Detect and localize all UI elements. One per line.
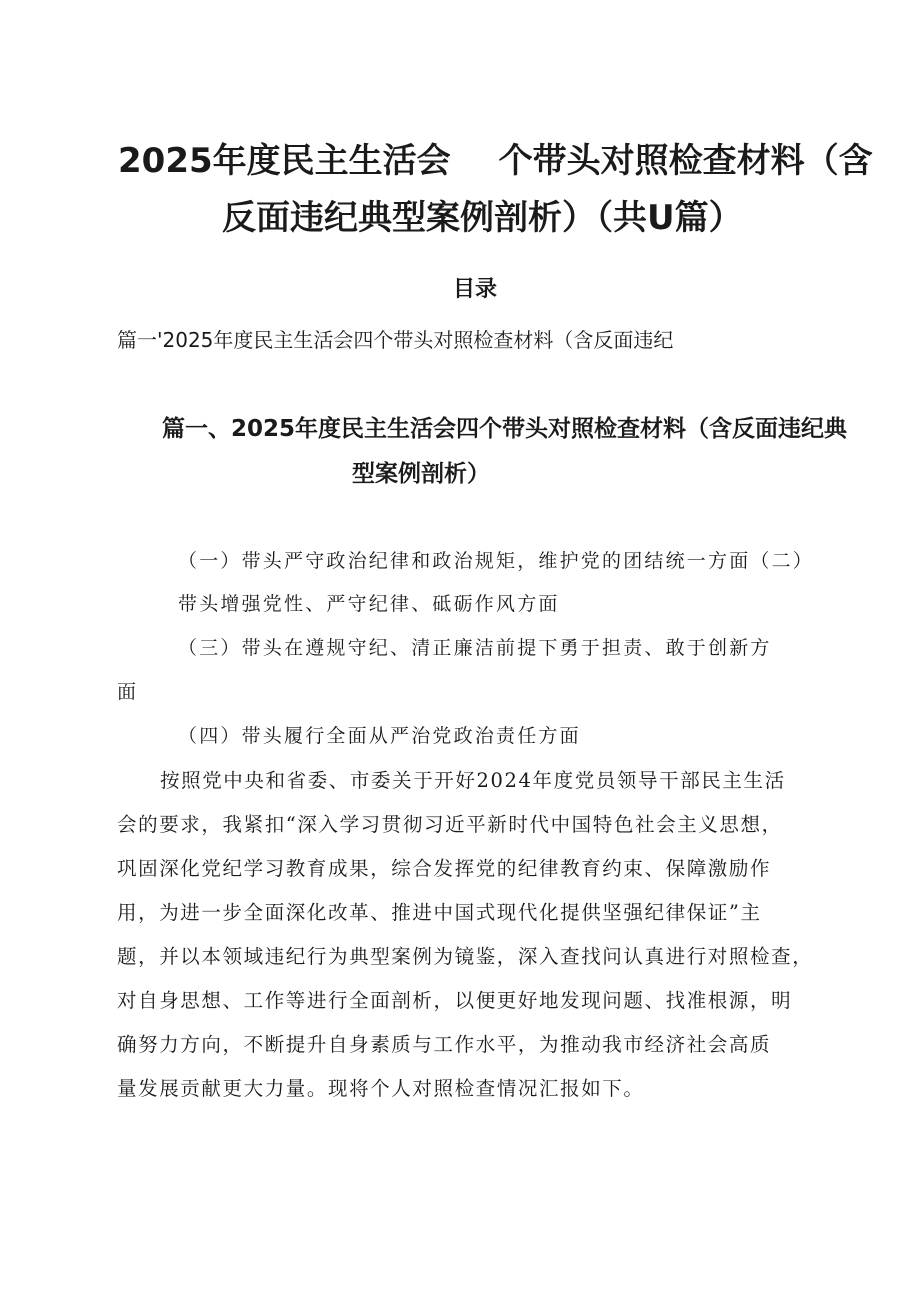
body-line-5: 题，并以本领域违纪行为典型案例为镜鉴，深入查找问认真进行对照检查， [117, 945, 814, 968]
body-line-2: 会的要求，我紧扣“深入学习贯彻习近平新时代中国特色社会主义思想， [117, 813, 783, 836]
document-title-line-1 [118, 133, 873, 182]
toc-item-1[interactable]: 篇一'2025年度民主生活会四个带头对照检查材料（含反面违纪 [117, 328, 674, 352]
section-title-line-2: 型案例剖析） [352, 461, 490, 487]
outline-item-4: （四）带头履行全面从严治党政治责任方面 [178, 725, 581, 747]
outline-item-1: （一）带头严守政治纪律和政治规矩，维护党的团结统一方面（二） [178, 550, 815, 572]
body-line-3: 巩固深化党纪学习教育成果，综合发挥党的纪律教育约束、保障激励作 [117, 857, 772, 880]
outline-item-3-cont: 面 [117, 681, 139, 703]
body-line-6: 对自身思想、工作等进行全面剖析，以便更好地发现问题、找准根源，明 [117, 989, 793, 1012]
title-part-1: 2025年度民主生活会 [118, 141, 451, 181]
title-part-2: 个带头对照检查材料（含 [498, 141, 873, 181]
body-line-7: 确努力方向，不断提升自身素质与工作水平，为推动我市经济社会高质 [117, 1033, 772, 1056]
document-title-line-2: 反面违纪典型案例剖析）（共U篇） [222, 198, 743, 238]
body-line-1: 按照党中央和省委、市委关于开好2024年度党员领导干部民主生活 [160, 769, 786, 792]
outline-item-3: （三）带头在遵规守纪、清正廉洁前提下勇于担责、敢于创新方 [178, 637, 772, 659]
body-line-8: 量发展贡献更大力量。现将个人对照检查情况汇报如下。 [117, 1077, 645, 1100]
outline-item-2: 带头增强党性、严守纪律、砥砺作风方面 [178, 593, 560, 615]
body-line-4: 用，为进一步全面深化改革、推进中国式现代化提供坚强纪律保证”主 [117, 901, 762, 924]
toc-heading: 目录 [453, 277, 498, 302]
section-title-line-1: 篇一、2025年度民主生活会四个带头对照检查材料（含反面违纪典 [162, 416, 848, 442]
